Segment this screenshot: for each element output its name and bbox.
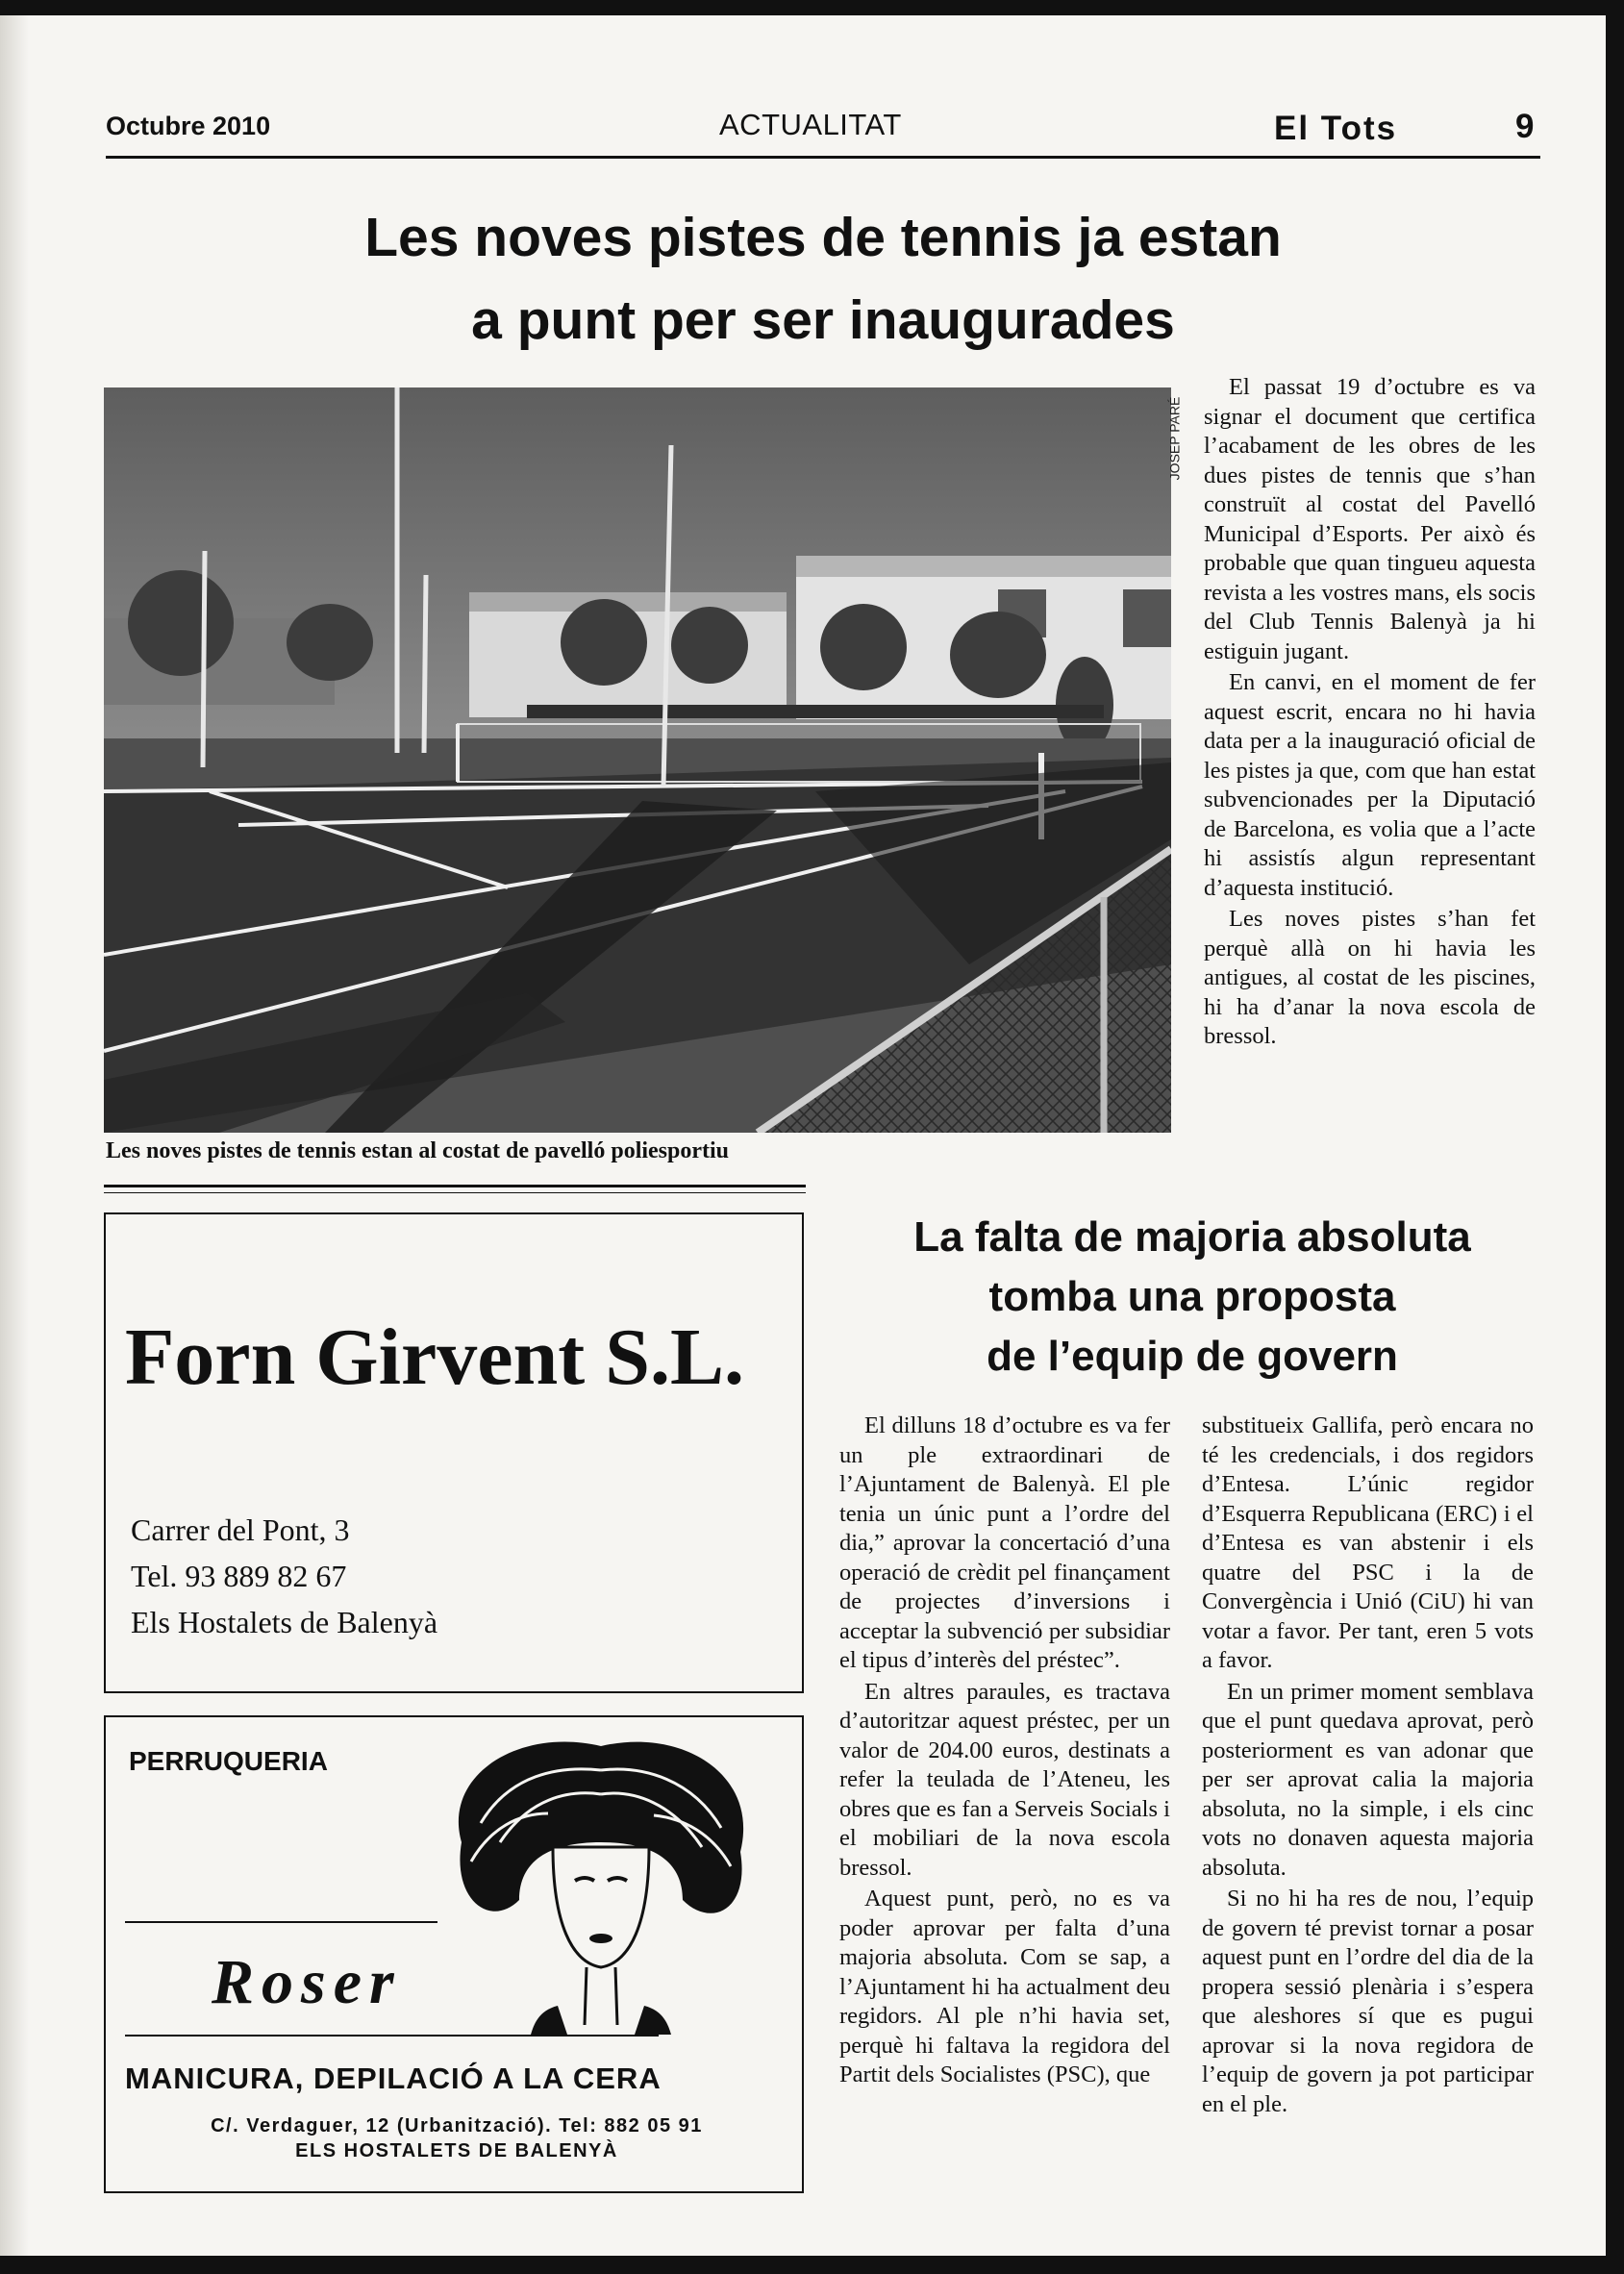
photo-credit-text: JOSEP PARÉ — [1166, 396, 1183, 481]
headline-line: La falta de majoria absoluta — [913, 1213, 1471, 1261]
newspaper-page — [0, 15, 1606, 2256]
headline-line: a punt per ser inaugurades — [471, 289, 1175, 351]
page-number: 9 — [1515, 108, 1535, 145]
paragraph: El passat 19 d’octubre es va signar el document que certifica l’acabament de les obres de les dues pistes de tennis que s’han construït al costat del Pavelló Municipal d’Esports. Per això és probable que quan tingueu aquesta revista a les vostres mans, els socis del Club Tennis Balenyà ja hi estiguin jugant. — [1204, 374, 1536, 664]
ad-rule — [125, 2035, 659, 2037]
ad-street: Carrer del Pont, 3 — [131, 1512, 350, 1547]
ad-services: MANICURA, DEPILACIÓ A LA CERA — [125, 2062, 662, 2095]
issue-date: Octubre 2010 — [106, 112, 271, 140]
ad-address: C/. Verdaguer, 12 (Urbanització). Tel: 882 05 91 — [211, 2115, 703, 2137]
ad-signature: Roser — [212, 1947, 402, 2017]
page-spine-shadow — [0, 15, 29, 2256]
forn-girvent-ad — [104, 1212, 804, 1693]
section-divider-thin — [104, 1192, 806, 1193]
article2-column-2 — [1202, 1412, 1534, 2121]
section-divider — [104, 1185, 806, 1187]
paragraph: Les noves pistes s’han fet perquè allà on hi havia les antigues, al costat de les piscines, hi ha d’anar la nova escola de bressol. — [1204, 906, 1536, 1049]
article2-headline — [846, 1208, 1538, 1387]
woman-portrait-illustration — [442, 1737, 760, 2035]
ad-phone: Tel. 93 889 82 67 — [131, 1559, 347, 1593]
page-header — [106, 96, 1540, 163]
ad-town: ELS HOSTALETS DE BALENYÀ — [295, 2140, 618, 2162]
ad-town: Els Hostalets de Balenyà — [131, 1605, 438, 1639]
ad-kind: PERRUQUERIA — [129, 1746, 328, 1776]
article1-headline — [106, 196, 1540, 362]
magazine-name: El Tots — [1274, 110, 1398, 147]
paragraph: En altres paraules, es tractava d’autoritzar aquest préstec, per un valor de 204.00 euros, destinats a refer la teulada de l’Ateneu, les obres que es fan a Serveis Socials i el mobiliari de la nova escola bressol. — [839, 1678, 1170, 1881]
ad-business-name: Forn Girvent S.L. — [125, 1312, 744, 1402]
paragraph: Si no hi ha res de nou, l’equip de govern té previst tornar a posar aquest punt en l’ordre del dia de la propera sessió plenària i s’espera que aleshores sí que es pugui aprovar si la nova regidora de l’equip de govern ja pot participar en el ple. — [1202, 1886, 1534, 2117]
photo-caption: Les noves pistes de tennis estan al costat de pavelló poliesportiu — [106, 1138, 730, 1163]
article2-column-1 — [839, 1412, 1170, 2092]
headline-line: de l’equip de govern — [987, 1333, 1398, 1380]
paragraph: El dilluns 18 d’octubre es va fer un ple extraordinari de l’Ajuntament de Balenyà. El ple tenia un únic punt a l’ordre del dia,” aprovar la concertació d’una operació de crèdit pel finançament de projectes d’inversions i acceptar la subvenció per subsidiar el tipus d’interès del préstec”. — [839, 1412, 1170, 1673]
perruqueria-roser-ad — [104, 1715, 804, 2193]
ad-address-block — [125, 2113, 788, 2163]
header-rule — [106, 156, 1540, 159]
paragraph: En canvi, en el moment de fer aquest escrit, encara no hi havia data per a la inauguració oficial de les pistes ja que, com que han estat subvencionades per la Diputació de Barcelona, es volia que a l’acte hi assistís algun representant d’aquesta institució. — [1204, 669, 1536, 901]
paragraph-continued: substitueix Gallifa, però encara no té les credencials, i dos regidors d’Entesa. L’únic regidor d’Esquerra Republicana (ERC) i el d’Entesa es van abstenir i els quatre del PSC i la de Convergència i Unió (CiU) hi van votar a favor. Per tant, eren 5 vots a favor. — [1202, 1412, 1534, 1673]
paragraph: Aquest punt, però, no es va poder aprovar per falta d’una majoria absoluta. Com se sap, a l’Ajuntament hi ha actualment deu regidors. Al ple n’hi havia set, perquè hi faltava la regidora del Partit dels Socialistes (PSC), que — [839, 1886, 1170, 2087]
photo-credit — [1163, 392, 1192, 498]
section-title: ACTUALITAT — [719, 108, 902, 141]
headline-line: tomba una proposta — [988, 1273, 1396, 1320]
article1-body — [1204, 373, 1536, 1054]
tennis-court-photo — [104, 387, 1171, 1133]
paragraph: En un primer moment semblava que el punt quedava aprovat, però posteriorment es van adonar que per ser aprovat calia la majoria absoluta, no la simple, i els cinc vots no donaven aquesta majoria absoluta. — [1202, 1678, 1534, 1881]
headline-line: Les noves pistes de tennis ja estan — [364, 207, 1282, 268]
ad-rule — [125, 1921, 437, 1923]
